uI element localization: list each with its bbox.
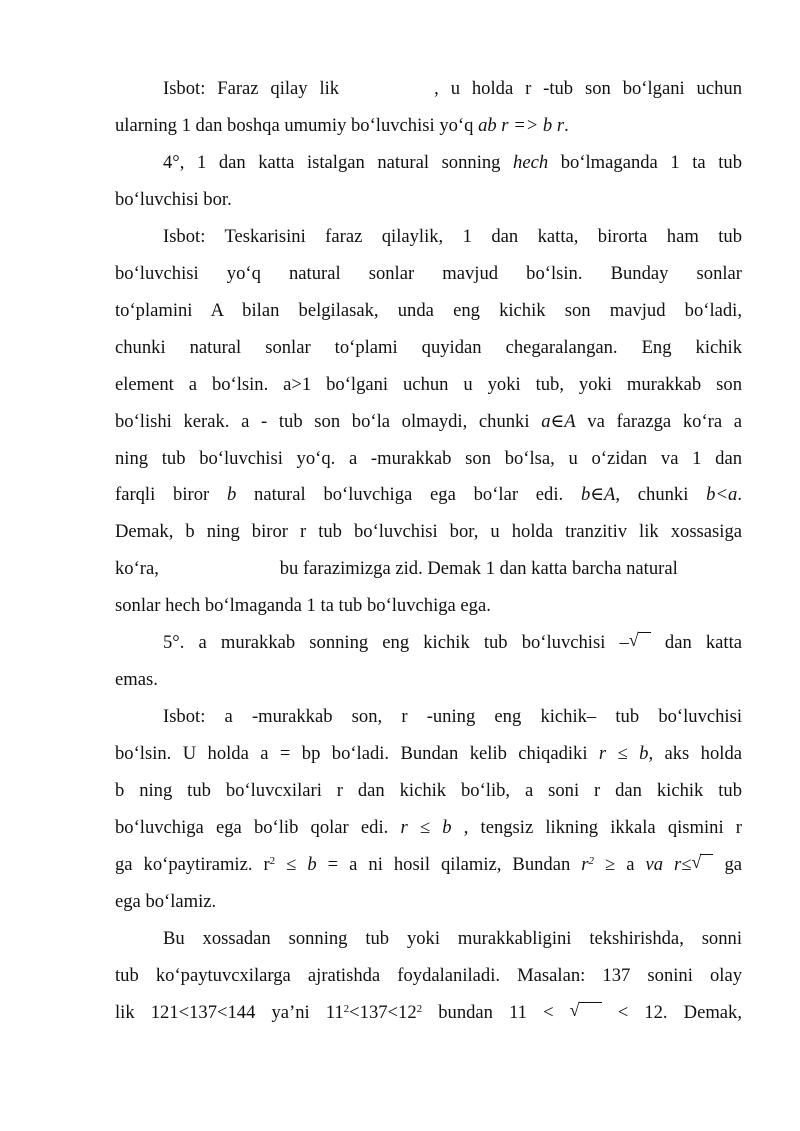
text-line — [115, 182, 742, 218]
text-segment: ko‘ra, bu farazimizga zid. Demak 1 dan katta barcha natural — [115, 558, 678, 579]
text-line — [115, 367, 742, 403]
math-text: b — [226, 484, 237, 505]
text-segment: bo‘lmaganda 1 ta tub — [548, 152, 742, 173]
square-root-symbol: √ — [629, 631, 651, 651]
text-line — [115, 736, 742, 772]
text-line — [163, 145, 742, 181]
text-line — [115, 330, 742, 366]
text-segment: ga ko‘paytiramiz. r — [115, 854, 270, 875]
text-line — [163, 71, 742, 107]
text-segment: to‘plamini A bilan belgilasak, unda eng kichik son mavjud bo‘ladi, — [115, 300, 742, 321]
text-segment: bo‘luvchiga ega bo‘lib qolar edi. — [115, 817, 401, 838]
math-text: ab r => b r — [478, 115, 565, 136]
text-line — [115, 847, 742, 883]
math-text: r ≤ b — [400, 817, 452, 838]
math-text: r ≤ b, — [598, 743, 654, 764]
text-segment: bo‘luvchisi bor. — [115, 189, 232, 210]
text-segment: tub ko‘paytuvcxilarga ajratishda foydalaniladi. Masalan: 137 sonini olay — [115, 965, 742, 986]
text-segment: ning tub bo‘luvchisi yo‘q. a -murakkab son bo‘lsa, u o‘zidan va 1 dan — [115, 448, 742, 469]
text-segment: , chunki — [615, 484, 707, 505]
math-text: b∈A — [580, 484, 616, 505]
text-segment: va farazga ko‘ra a — [575, 411, 742, 432]
text-segment: emas. — [115, 669, 158, 690]
text-segment: – — [619, 632, 629, 653]
text-segment: element a bo‘lsin. a>1 bo‘lgani uchun u yoki tub, yoki murakkab son — [115, 374, 742, 395]
math-text: a∈A — [541, 411, 576, 432]
text-segment: bo‘luvchisi yo‘q natural sonlar mavjud bo‘lsin. Bunday sonlar — [115, 263, 742, 284]
text-line — [163, 219, 742, 255]
text-segment: Bu xossadan sonning tub yoki murakkabligini tekshirishda, sonni — [163, 928, 742, 949]
text-segment: 5°. a murakkab sonning eng kichik tub bo‘luvchisi — [163, 632, 620, 653]
text-segment: ≥ a — [594, 854, 646, 875]
text-segment: lik 121<137<144 ya’ni 11 — [115, 1002, 344, 1023]
text-segment: Isbot: Teskarisini faraz qilaylik, 1 dan katta, birorta ham tub — [163, 226, 742, 247]
text-line — [115, 514, 742, 550]
text-segment: . — [737, 484, 742, 505]
square-root-symbol: √ — [570, 1001, 602, 1021]
text-segment: bo‘lsin. U holda a = bp bo‘ladi. Bundan kelib chiqadiki — [115, 743, 599, 764]
text-segment: 4°, 1 dan katta istalgan natural sonning — [163, 152, 514, 173]
text-segment: bundan 11 < — [422, 1002, 570, 1023]
superscript: 2 — [588, 855, 595, 867]
text-line — [115, 256, 742, 292]
square-root-symbol: √ — [691, 853, 713, 873]
math-text: va r≤ — [645, 854, 692, 875]
text-line — [115, 293, 742, 329]
text-segment: aks holda — [653, 743, 742, 764]
text-line — [115, 108, 742, 144]
text-segment: , tengsiz likning ikkala qismini r — [451, 817, 742, 838]
text-segment: ga — [713, 854, 743, 875]
text-line — [115, 441, 742, 477]
text-segment: Isbot: a -murakkab son, r -uning eng kichik– tub bo‘luvchisi — [163, 706, 742, 727]
text-line — [115, 958, 742, 994]
text-segment: bo‘lishi kerak. a - tub son bo‘la olmaydi, chunki — [115, 411, 542, 432]
text-line — [163, 921, 742, 957]
text-segment: natural bo‘luvchiga ega bo‘lar edi. — [236, 484, 581, 505]
text-segment: b ning tub bo‘luvcxilari r dan kichik bo‘lib, a soni r dan kichik tub — [115, 780, 742, 801]
text-segment: ularning 1 dan boshqa umumiy bo‘luvchisi yo‘q — [115, 115, 479, 136]
text-line — [163, 625, 742, 661]
text-segment: dan katta — [650, 632, 742, 653]
text-segment: < 12. Demak, — [601, 1002, 743, 1023]
text-segment: ega bo‘lamiz. — [115, 891, 217, 912]
text-segment: ≤ — [275, 854, 308, 875]
text-segment: <137<12 — [349, 1002, 417, 1023]
math-text: r — [581, 854, 589, 875]
text-segment: = a ni hosil qilamiz, Bundan — [316, 854, 582, 875]
text-segment: Demak, b ning biror r tub bo‘luvchisi bor, u holda tranzitiv lik xossasiga — [115, 521, 742, 542]
superscript: 2 — [269, 855, 276, 867]
text-segment: farqli biror — [115, 484, 227, 505]
math-text: hech — [513, 152, 549, 173]
text-line — [115, 551, 742, 587]
text-segment: Isbot: Faraz qilay lik , u holda r -tub son bo‘lgani uchun — [163, 78, 742, 99]
text-line — [115, 404, 742, 440]
text-line — [115, 810, 742, 846]
text-line — [115, 884, 742, 920]
text-line — [115, 477, 742, 513]
text-line — [115, 773, 742, 809]
text-segment: sonlar hech bo‘lmaganda 1 ta tub bo‘luvchiga ega. — [115, 595, 491, 616]
math-text: b<a — [706, 484, 738, 505]
text-segment: chunki natural sonlar to‘plami quyidan chegaralangan. Eng kichik — [115, 337, 742, 358]
math-text: b — [307, 854, 317, 875]
text-segment: . — [564, 115, 569, 136]
text-line — [115, 995, 742, 1031]
text-line — [163, 699, 742, 735]
superscript: 2 — [416, 1003, 423, 1015]
superscript: 2 — [343, 1003, 350, 1015]
text-line — [115, 662, 742, 698]
text-line — [115, 588, 742, 624]
